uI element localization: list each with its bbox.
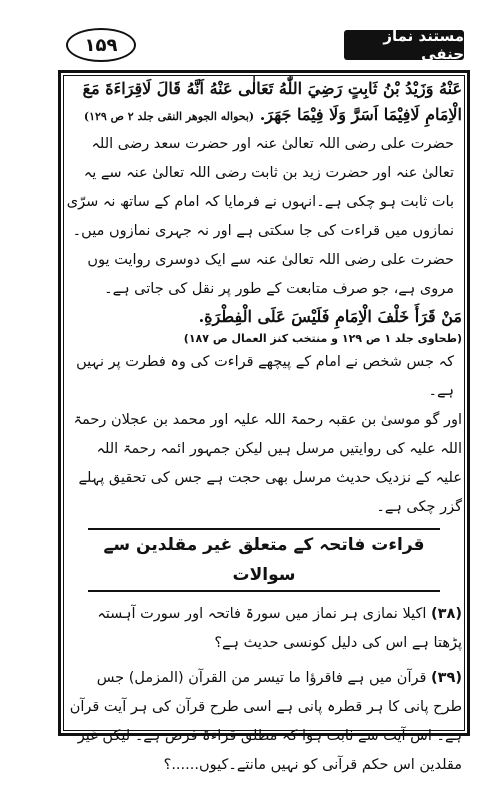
reference: (بحواله الجوهر النقى جلد ٢ ص ١٢٩)	[83, 110, 255, 123]
arabic-quote-2	[66, 304, 462, 330]
page-header	[58, 22, 470, 66]
reference: (طحاوى جلد ١ ص ١٢٩ و منتخب كنز العمال ص ١٨٧)	[183, 332, 462, 345]
page-content	[66, 76, 462, 773]
question-39	[66, 664, 462, 780]
question-number: (۳۹)	[431, 670, 462, 686]
paragraph-2: حضرت علی رضی اللہ تعالیٰ عنہ سے ایک دوسری روایت یوں مروی ہے، جو صرف متابعت کے طور پر نقل کی جاتی ہے۔	[87, 252, 454, 297]
paragraph-1: حضرت علی رضی اللہ تعالیٰ عنہ اور حضرت سعد رضی اللہ تعالیٰ عنہ اور حضرت زید بن ثابت رضی اللہ تعالیٰ عنہ سے یہ بات ثابت ہو چکی ہے۔انہوں نے فرمایا کہ امام کے ساتھ نہ سرّی نمازوں میں قراءت کی جا سکتی ہے اور نہ جہری نمازوں میں۔	[66, 136, 454, 239]
question-text: اکیلا نمازی ہر نماز میں سورۃ فاتحہ اور سورت آہستہ پڑھتا ہے اس کی دلیل کونسی حدیث ہے؟	[97, 606, 462, 651]
question-text: قرآن میں ہے فاقرؤا ما تيسر من القرآن (المزمل) جس طرح پانی کا ہر قطرہ پانی ہے اسی طرح قرآن کی ہر آیت قرآن ہے۔ اس آیت سے ثابت ہوا کہ مطلق قراءۃ فرض ہے۔ لیکن غیر مقلدین اس حکم قرآنی کو نہیں مانتے۔کیوں......؟	[69, 670, 462, 773]
section-heading: قراءت فاتحہ کے متعلق غیر مقلدین سے سوالات	[88, 528, 440, 592]
arabic-quote-1	[66, 76, 462, 130]
running-title: مستند نماز حنفی	[344, 30, 464, 60]
paragraph-3: کہ جس شخص نے امام کے پیچھے قراءت کی وہ فطرت پر نہیں ہے۔	[76, 354, 454, 399]
question-38	[66, 600, 462, 658]
page-number: ۱۵۹	[66, 28, 136, 62]
question-number: (۳۸)	[431, 606, 462, 622]
paragraph-4: اور گو موسیٰ بن عقبہ رحمۃ اللہ علیہ اور محمد بن عجلان رحمۃ اللہ علیہ کی روایتیں مرسل ہیں لیکن جمہور ائمہ رحمۃ اللہ علیہ کے نزدیک حدیث مرسل بھی حجت ہے جس کی تحقیق پہلے گزر چکی ہے۔	[73, 412, 462, 515]
arabic-text: مَنْ قَرَأَ خَلْفَ الْاِمَامِ فَلَيْسَ عَلَى الْفِطْرَةِ.	[198, 307, 462, 326]
arabic-text: عَنْهُ وَزَيْدُ بْنُ ثَابِتٍ رَضِيَ اللّٰهُ تَعَالٰى عَنْهُ اَنَّهُ قَالَ لَاقِرَاءَةَ مَعَ الْاِمَامِ لَافِيْمَا اَسَرَّ وَلَا فِيْمَا جَهَرَ.	[82, 79, 462, 124]
